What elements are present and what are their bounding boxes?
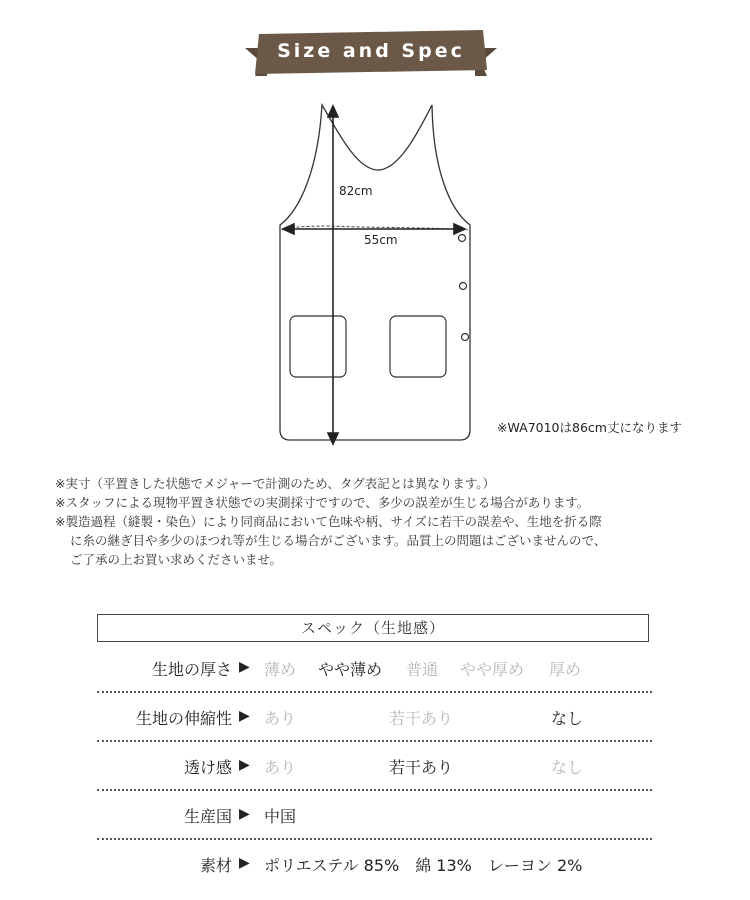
button-top (459, 235, 466, 242)
note-line: ご了承の上お買い求めくださいませ。 (70, 552, 283, 567)
notes-block (55, 474, 715, 569)
width-label: 55cm (364, 233, 398, 247)
left-pocket (290, 316, 346, 377)
divider (97, 740, 652, 742)
spec-value: ポリエステル 85% 綿 13% レーヨン 2% (264, 856, 583, 875)
spec-option-selected: 若干あり (389, 758, 454, 777)
page-title: Size and Spec (277, 40, 465, 62)
spec-row-stretch (97, 706, 652, 736)
spec-row-origin (97, 804, 652, 834)
length-label: 82cm (339, 184, 373, 198)
spec-label: 素材 (199, 856, 232, 875)
divider (97, 838, 652, 840)
spec-option: 薄め (264, 660, 297, 679)
spec-value: 中国 (264, 807, 297, 826)
note-line: ※製造過程（縫製・染色）により同商品において色味や柄、サイズに若干の誤差や、生地を折る際 (55, 514, 602, 529)
spec-option: やや厚め (460, 660, 525, 679)
button-middle (460, 283, 467, 290)
button-bottom (462, 334, 469, 341)
spec-row-thickness (97, 657, 652, 687)
divider (97, 789, 652, 791)
spec-option: あり (264, 709, 297, 728)
right-pocket (390, 316, 446, 377)
note-line: ※スタッフによる現物平置き状態での実測採寸ですので、多少の誤差が生じる場合があります。 (55, 495, 590, 510)
spec-label: 生産国 (183, 807, 232, 826)
arrow-icon: ▶ (239, 757, 250, 773)
length-arrow (328, 106, 338, 444)
arrow-icon: ▶ (239, 806, 250, 822)
spec-option-selected: なし (551, 709, 584, 728)
spec-row-sheer (97, 755, 652, 785)
spec-option: 若干あり (389, 709, 454, 728)
note-line: に糸の継ぎ目や多少のほつれ等が生じる場合がございます。品質上の問題はございませんので、 (70, 533, 607, 548)
size-note: ※WA7010は86cm丈になります (497, 420, 682, 435)
spec-row-material (97, 853, 652, 883)
apron-outline (280, 105, 470, 440)
spec-option-selected: やや薄め (318, 660, 383, 679)
arrow-icon: ▶ (239, 855, 250, 871)
spec-label: 生地の厚さ (151, 660, 232, 679)
spec-title: スペック（生地感） (97, 614, 649, 642)
spec-option: 厚め (549, 660, 582, 679)
spec-option: なし (551, 758, 584, 777)
spec-label: 透け感 (183, 758, 232, 777)
arrow-icon: ▶ (239, 659, 250, 675)
spec-label: 生地の伸縮性 (135, 709, 232, 728)
arrow-icon: ▶ (239, 708, 250, 724)
note-line: ※実寸（平置きした状態でメジャーで計測のため、タグ表記とは異なります。） (55, 476, 495, 491)
spec-option: あり (264, 758, 297, 777)
divider (97, 691, 652, 693)
spec-option: 普通 (406, 660, 439, 679)
